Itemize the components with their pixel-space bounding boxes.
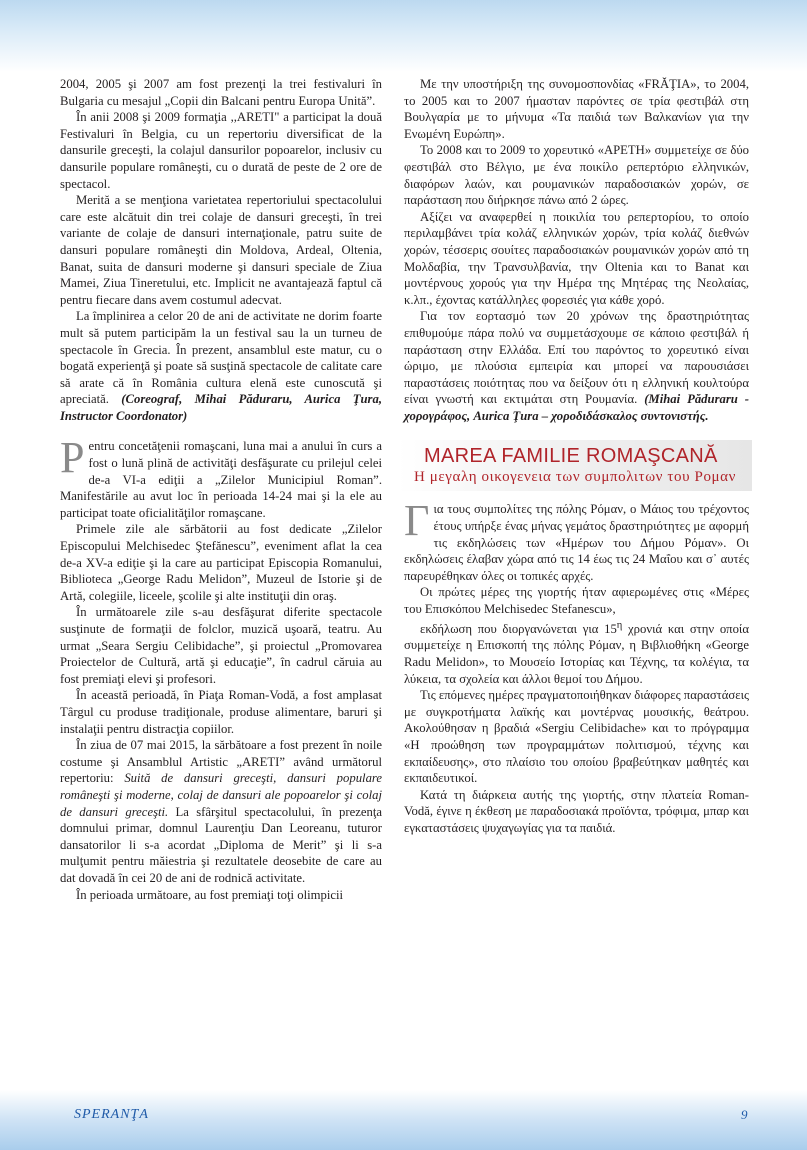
paragraph: Οι πρώτες μέρες της γιορτής ήταν αφιερωμένες στις «Μέρες του Επισκόπου Melchisedec Stefanescu», (404, 585, 749, 617)
heading-greek: Η μεγαλη οικογενεια των συμπολιτων του Ρομαν (413, 469, 737, 486)
paragraph (404, 308, 749, 424)
author-signature: (Coreograf, Mihai Păduraru, Aurica Ţura, Instructor Coordonator) (60, 392, 383, 423)
paragraph: În perioada următoare, au fost premiaţi toţi olimpicii (76, 887, 344, 902)
paragraph: Merită a se menţiona varietatea repertoriului spectacolului care este alcătuit din trei colaje de dansuri greceşti, în trei variante de colaje de dansuri internaţionale, patru suite de dansuri populare româneşti din Moldova, Ardeal, Oltenia, Banat, suita de dansuri moderne şi dansuri speciale de Ziua Mamei, Ziua Tineretului, etc. Implicit ne avantajează faptul că pentru fiecare dans avem costumul adecvat. (60, 193, 382, 307)
paragraph-text: La împlinirea a celor 20 de ani de activitate ne dorim foarte mult să putem participăm la un festival sau la un turneu de spectacole în Grecia. În prezent, ansamblul este matur, cu o bogată experienţă şi poate să susţină spectacole de calitate care să arate că în România cultura elenă este cunoscută şi apreciată. (60, 309, 382, 407)
paragraph-text: La sfârşitul spectacolului, în prezenţa domnului primar, domnul Laurenţiu Dan Leoreanu, tuturor dansatorilor li s-a acordat „Diploma de Merit” şi li s-a mulţumit pentru măiestria şi rezultatele deosebite de care au dat dovadă în cei 20 de ani de rodnică activitate. (60, 804, 382, 885)
heading-romanian: MAREA FAMILIE ROMAŞCANĂ (424, 445, 718, 468)
paragraph (60, 737, 382, 886)
paragraph-text: εκδήλωση που διοργανώνεται για 15 (420, 621, 617, 636)
paragraph-text: χρονιά και στην οποία συμμετείχε η Επισκοπή της πόλης Ρόμαν, η Βιβλιοθήκη «George Radu Melidon», το Μουσείο Ιστορίας και Τέχνης, τα κολέγια, τα λύκεια, τα σχολεία και άλλοι θεμοί του Δήμου. (404, 621, 749, 686)
drop-cap: P (60, 433, 85, 483)
paragraph (404, 496, 749, 584)
paragraph: În această perioadă, în Piaţa Roman-Vodă, a fost amplasat Târgul cu produse tradiţionale, produse alimentare, baruri şi instalaţii pentru distracţia copiilor. (60, 688, 382, 736)
magazine-name: SPERANŢA (74, 1107, 149, 1122)
repertoire-text: Suită de dansuri greceşti, dansuri populare româneşti şi moderne, colaj de dansuri ale popoarelor şi colaj de dansuri greceşti. (60, 771, 383, 819)
page-number: 9 (741, 1107, 748, 1122)
paragraph: Το 2008 και το 2009 το χορευτικό «ΑΡΕΤΗ» συμμετείχε σε δύο φεστιβάλ στο Βέλγιο, με ένα ποικίλο ρεπερτόριο ελληνικών, διαφόρων λαών, και ρουμανικών παραδοσιακών χορών, σε παράσταση που διήρκησε πάνω από 2 ώρες. (404, 143, 749, 208)
paragraph: În anii 2008 şi 2009 formaţia ,,ARETI" a participat la două Festivaluri în Belgia, cu un repertoriu diversificat de la dansurile greceşti, la colajul dansurilor popoarelor, inclusiv cu dansurile populare româneşti, cu o durată de peste de 2 ore de spectacol. (60, 110, 382, 191)
paragraph: Αξίζει να αναφερθεί η ποικιλία του ρεπερτορίου, το οποίο περιλαμβάνει τρία κολάζ ελληνικών χορών, τρία κολάζ διεθνών χορών, τέσσερις σουίτες παραδοσιακών ρουμανικών χορών από τη Μολδαβία, την Τρανσυλβανία, την Oltenia και το Banat και μοντέρνους χορούς για την Ημέρα της Μητέρας της Νεολαίας, κ.λπ., έχοντας κατάλληλες φορεσιές για κάθε χορό. (404, 209, 749, 307)
paragraph: 2004, 2005 şi 2007 am fost prezenţi la trei festivaluri în Bulgaria cu mesajul „Copii din Balcani pentru Europa Unită”. (60, 77, 382, 108)
paragraph-text: ια τους συμπολίτες της πόλης Ρόμαν, ο Μάιος του τρέχοντος έτους υπήρξε ένας μήνας γεμάτος δραστηριότητες με αφορμή τις εκδηλώσεις των «Ημέρων του Δήμου Ρόμαν». Οι εκδηλώσεις έλαβαν χώρα από τις 14 έως τις 24 Μαΐου και σ᾽ αυτές παρευρέθηκαν όλες οι τοπικές αρχές. (404, 502, 749, 583)
superscript: η (616, 619, 623, 631)
paragraph-text: Για τον εορτασμό των 20 χρόνων της δραστηριότητας επιθυμούμε πάρα πολύ να συμμετάσχουμε σε κάποιο φεστιβάλ ή παράσταση στην Ελλάδα. Επί του παρόντος το χορευτικό είναι ώριμο, με πλούσια εμπειρία και μπορεί να παρουσιάσει παραστάσεις ποιότητας που να δείξουν ότι η ελληνική κουλτούρα είναι γνωστή και εκτιμάται στη Ρουμανία. (404, 309, 749, 407)
paragraph: Με την υποστήριξη της συνομοσπονδίας «FRĂŢIA», το 2004, το 2005 και το 2007 ήμασταν παρόντες σε τρία φεστιβάλ στη Βουλγαρία με το μήνυμα «Τα παιδιά των Βαλκανίων για την Ενωμένη Ευρώπη». (404, 77, 749, 141)
paragraph: În următoarele zile s-au desfăşurat diferite spectacole susţinute de formaţii de folclor, muzică uşoară, teatru. Au urmat „Seara Sergiu Celibidache”, şi proiectul „Promovarea Proiectelor de Cultură, artă şi educaţie”, în cadrul căruia au fost premiaţi elevi şi profesori. (60, 605, 382, 686)
drop-cap: Γ (404, 496, 430, 546)
paragraph (60, 308, 382, 424)
paragraph (404, 618, 749, 688)
paragraph: Primele zile ale sărbătorii au fost dedicate „Zilelor Episcopului Melchisedec Ştefănescu”, eveniment aflat la cea de-a XV-a ediţie şi la care au participat Episcopia Romanului, Biblioteca „George Radu Melidon”, Muzeul de Istorie şi de Artă, colegiile, liceele, şcolile şi alte instituţii din oraş. (60, 522, 382, 603)
section-heading (398, 440, 752, 491)
greek-column (404, 76, 749, 837)
paragraph: Κατά τη διάρκεια αυτής της γιορτής, στην πλατεία Roman-Vodă, έγινε η έκθεση με παραδοσιακά προϊόντα, τρόφιμα, μπαρ και εγκαταστάσεις ψυχαγωγίας για τα παιδιά. (404, 787, 749, 835)
paragraph (60, 433, 382, 521)
section-gap (60, 424, 382, 438)
paragraph-text: entru concetăţenii romaşcani, luna mai a anului în curs a fost o lună plină de activităţi desfăşurate cu prilejul celei de-a VI-a ediţii a „Zilelor Municipiul Roman”. Manifestările au avut loc în perioada 14-24 mai şi la ele au participat toate oficialităţilor romaşcane. (60, 439, 382, 520)
author-signature: (Mihai Păduraru - χορογράφος, Aurica Ţura – χοροδιδάσκαλος συντονιστής. (404, 392, 749, 423)
paragraph: Τις επόμενες ημέρες πραγματοποιήθηκαν διάφορες παραστάσεις με συγκροτήματα λαϊκής και μοντέρνας μουσικής, θεάτρου. Ακολούθησαν η βραδιά «Sergiu Celibidache» και το πρόγραμμα «Η προώθηση των προγραμμάτων πολιτισμού, τέχνης και εκπαίδευσης», στο πλαίσιο του οποίου βραβεύτηκαν μαθητές και εκπαιδευτικοί. (404, 688, 750, 786)
romanian-column (60, 76, 382, 903)
top-gradient-band (0, 0, 807, 72)
paragraph-text: În ziua de 07 mai 2015, la sărbătoare a fost prezent în noile costume şi Ansamblul Artistic „ARETI” având următorul repertoriu: (60, 738, 382, 786)
